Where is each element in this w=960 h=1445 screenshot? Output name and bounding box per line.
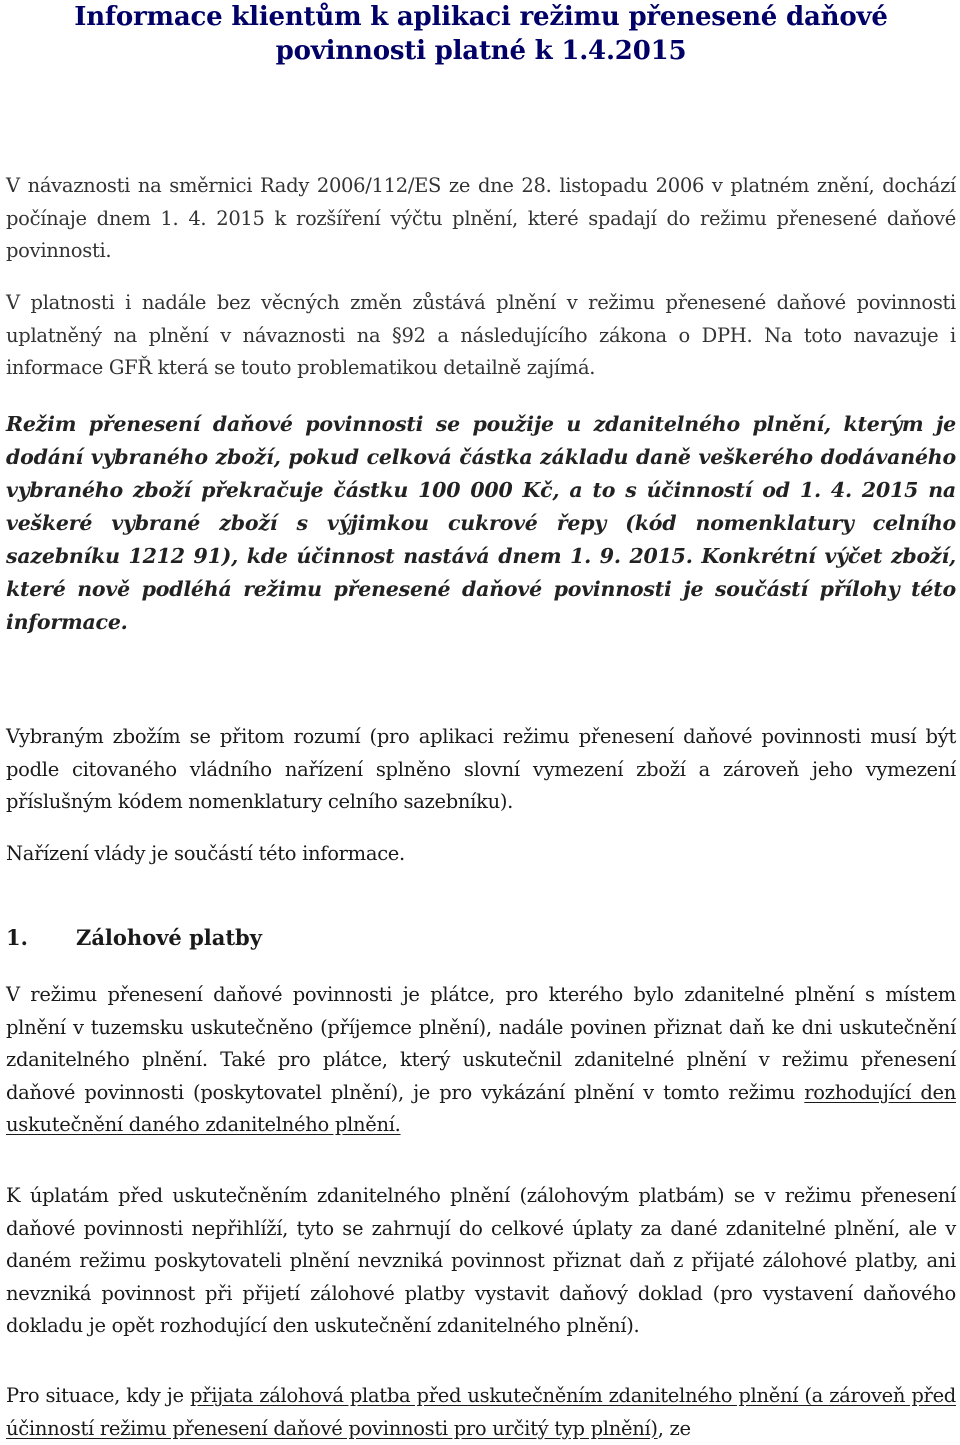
regulation-note: Nařízení vlády je součástí této informace. <box>6 842 405 865</box>
section-heading <box>6 922 956 954</box>
section-title: Zálohové platby <box>76 925 262 950</box>
section-number: 1. <box>6 925 28 950</box>
prepayments-paragraph: K úplatám před uskutečněním zdanitelného plnění (zálohovým platbám) se v režimu přenesení daňové povinnosti nepřihlíží, tyto se zahrnují do celkové úplaty za dané zdanitelné plnění, ale v daném režimu poskytovateli plnění nevzniká povinnost přiznat daň z přijaté zálohové platby, ani nevzniká povinnost při přijetí zálohové platby vystavit daňový doklad (pro vystavení daňového dokladu je opět rozhodující den uskutečnění zdanitelného plnění). <box>6 1184 956 1337</box>
advance-payments-paragraph <box>6 979 956 1142</box>
received-advance-underlined: přijata zálohová platba před uskutečněním zdanitelného plnění (a zároveň před účinností režimu přenesení daňové povinnosti pro určitý typ plnění) <box>6 1384 956 1440</box>
validity-paragraph: V platnosti i nadále bez věcných změn zůstává plnění v režimu přenesené daňové povinnosti uplatněný na plnění v návaznosti na §92 a následujícího zákona o DPH. Na toto navazuje i informace GFŘ která se touto problematikou detailně zajímá. <box>6 291 956 379</box>
emphasis-paragraph: Režim přenesení daňové povinnosti se použije u zdanitelného plnění, kterým je dodání vybraného zboží, pokud celková částka základu daně veškerého dodávaného vybraného zboží překračuje částku 100 000 Kč, a to s účinností od 1. 4. 2015 na veškeré vybrané zboží s výjimkou cukrové řepy (kód nomenklatury celního sazebníku 1212 91), kde účinnost nastává dnem 1. 9. 2015. Konkrétní výčet zboží, které nově podléhá režimu přenesené daňové povinnosti je součástí přílohy této informace. <box>6 412 956 634</box>
decisive-date-underlined: rozhodující den uskutečnění daného zdanitelného plnění. <box>6 1080 956 1136</box>
situations-text-end: , ze <box>657 1416 691 1440</box>
selected-goods-paragraph: Vybraným zbožím se přitom rozumí (pro aplikaci režimu přenesení daňové povinnosti musí být podle citovaného vládního nařízení splněno slovní vymezení zboží a zároveň jeho vymezení příslušným kódem nomenklatury celního sazebníku). <box>6 725 956 813</box>
intro-paragraph: V návaznosti na směrnici Rady 2006/112/ES ze dne 28. listopadu 2006 v platném znění, dochází počínaje dnem 1. 4. 2015 k rozšíření výčtu plnění, které spadají do režimu přenesené daňové povinnosti. <box>6 174 956 262</box>
situations-paragraph <box>6 1380 956 1445</box>
situations-text-start: Pro situace, kdy je <box>6 1384 190 1407</box>
document-title: Informace klientům k aplikaci režimu přenesené daňové povinnosti platné k 1.4.2015 <box>74 2 888 66</box>
advance-payments-text: V režimu přenesení daňové povinnosti je plátce, pro kterého bylo zdanitelné plnění s místem plnění v tuzemsku uskutečněno (příjemce plnění), nadále povinen přiznat daň ke dni uskutečnění zdanitelného plnění. Také pro plátce, který uskutečnil zdanitelné plnění v režimu přenesení daňové povinnosti (poskytovatel plnění), je pro vykázání plnění v tomto režimu <box>6 983 956 1104</box>
